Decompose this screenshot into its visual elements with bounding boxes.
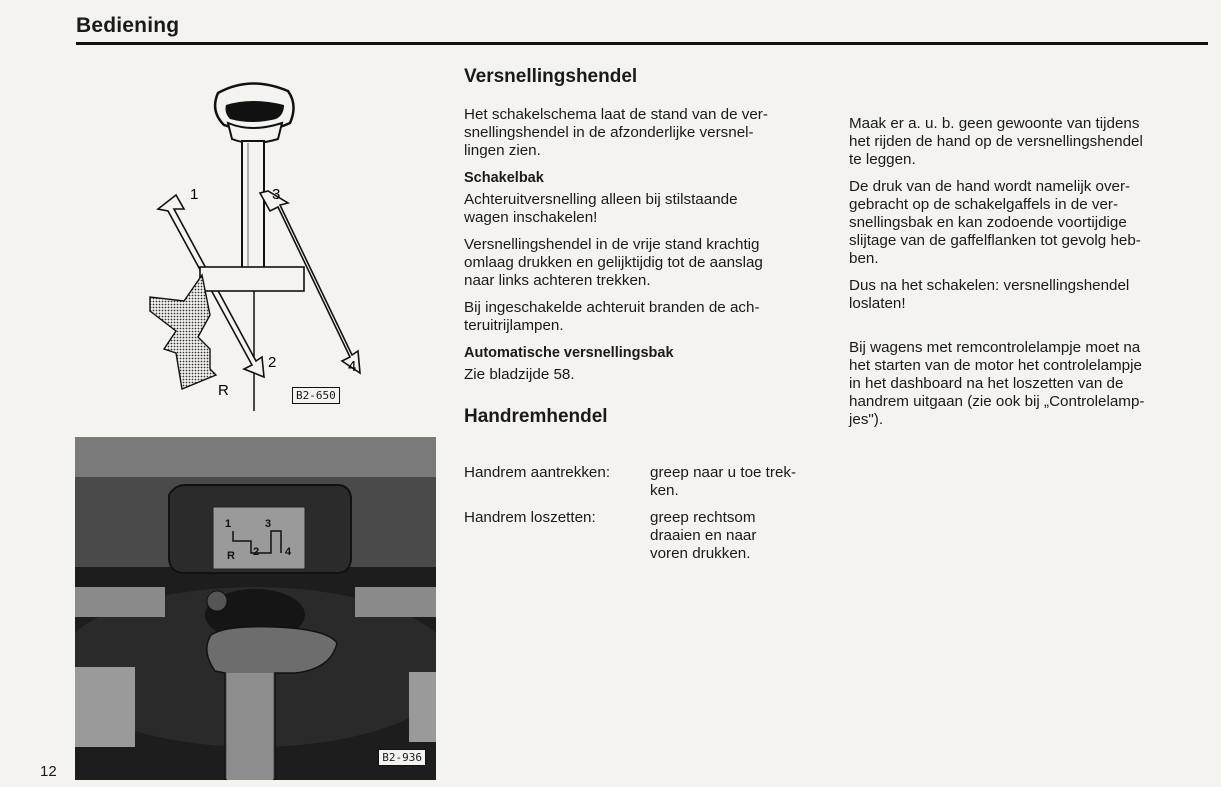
handbrake-row-label: Handrem loszetten: [464,509,596,526]
subheading-gearbox: Schakelbak [464,170,544,186]
gear-label-r: R [218,382,229,399]
figure-label: B2-650 [292,387,340,404]
page-title: Bediening [76,14,180,37]
photo-label: B2-936 [378,749,426,766]
lever-shaft [242,141,264,281]
right-paragraph-4: Bij wagens met remcontrolelampje moet na het starten van de motor het controlelampje in het dashboard na het loszetten van de handrem uitgaan (zie ook bij „Controlelamp- jes"). [849,339,1145,428]
gear-label-2: 2 [268,354,277,371]
page-number: 12 [40,763,57,780]
handbrake-table [464,464,824,563]
gear-shift-illustration [140,75,370,415]
knob-shade [226,101,285,122]
lever-paragraph: Versnellingshendel in de vrije stand krachtig omlaag drukken en gelijktijdig tot de aanslag naar links achteren trekken. [464,236,763,289]
neutral-gate [200,267,304,291]
right-paragraph-1: Maak er a. u. b. geen gewoonte van tijdens het rijden de hand op de versnellingshendel te leggen. [849,115,1143,168]
gear-label-1: 1 [190,186,199,203]
reverse-lamps-paragraph: Bij ingeschakelde achteruit branden de ach- teruitrijlampen. [464,299,760,334]
right-paragraph-3: Dus na het schakelen: versnellingshendel loslaten! [849,277,1130,312]
right-paragraph-2: De druk van de hand wordt namelijk over- gebracht op de schakelgaffels in de ver- snellingsbak en kan zodoende voortijdige slijtage van de gaffelflanken tot gevolg heb- ben. [849,178,1141,267]
reverse-paragraph: Achteruitversnelling alleen bij stilstaande wagen inschakelen! [464,191,738,226]
right-column [849,115,1207,438]
photo-gear-r: R [227,550,235,562]
middle-column [464,68,824,563]
gear-label-3: 3 [272,186,281,203]
shift-console-photo [75,437,436,780]
page-header [76,14,179,38]
header-rule [76,42,1208,45]
photo-gear-1: 1 [225,518,232,530]
handbrake-row-label: Handrem aantrekken: [464,464,611,481]
photo-gear-4: 4 [285,546,292,558]
intro-paragraph: Het schakelschema laat de stand van de ver- snellingshendel in de afzonderlijke versnel- lingen zien. [464,106,768,159]
see-page-paragraph: Zie bladzijde 58. [464,366,575,383]
reverse-arrow [150,275,216,389]
section-heading-gear-lever: Versnellingshendel [464,66,638,87]
subheading-automatic: Automatische versnellingsbak [464,345,674,361]
gear-shift-diagram [140,75,370,415]
gear-label-4: 4 [348,358,357,375]
handbrake-row-value: greep rechtsom draaien en naar voren drukken. [650,509,757,562]
photo-gear-2: 2 [253,546,260,558]
section-heading-handbrake: Handremhendel [464,406,608,427]
shift-console-image [75,437,436,780]
handbrake-row-value: greep naar u toe trek- ken. [650,464,797,499]
photo-gear-3: 3 [265,518,272,530]
